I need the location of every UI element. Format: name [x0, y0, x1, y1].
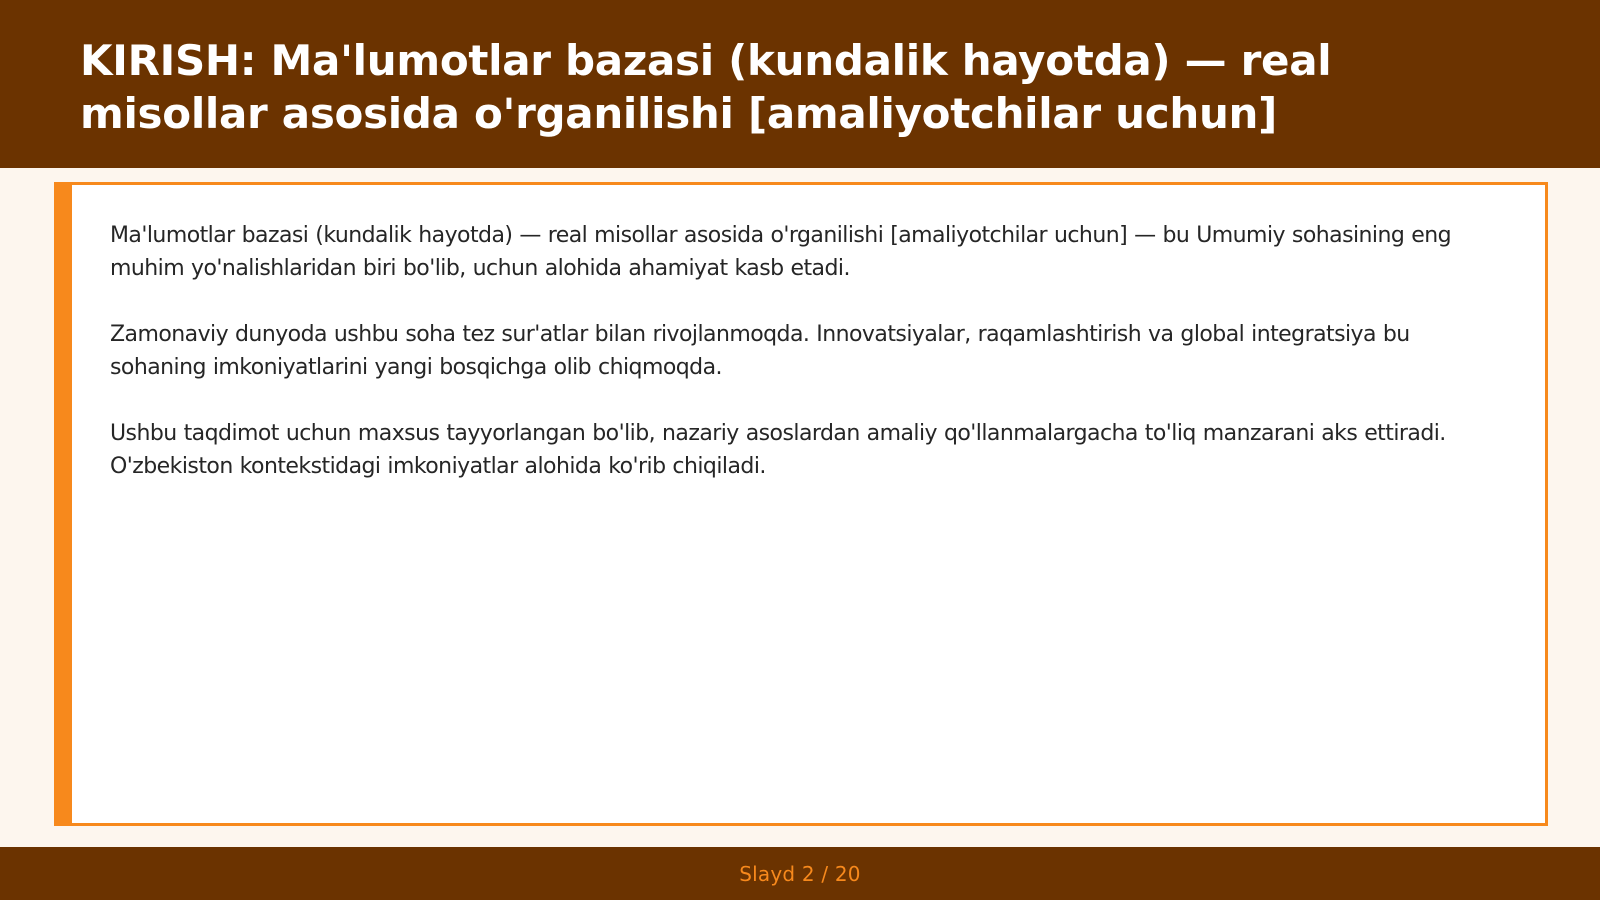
- paragraph-2: Zamonaviy dunyoda ushbu soha tez sur'atlar bilan rivojlanmoqda. Innovatsiyalar, raqamlashtirish va global integratsiya bu sohaning imkoniyatlarini yangi bosqichga olib chiqmoqda.: [110, 322, 1410, 380]
- content-card: [54, 182, 1548, 826]
- paragraph-1: Ma'lumotlar bazasi (kundalik hayotda) — real misollar asosida o'rganilishi [amaliyotchilar uchun] — bu Umumiy sohasining eng muhim yo'nalishlaridan biri bo'lib, uchun alohida ahamiyat kasb etadi.: [110, 223, 1452, 281]
- slide-counter: Slayd 2 / 20: [739, 861, 861, 886]
- slide-footer: [0, 847, 1600, 900]
- paragraph-3: Ushbu taqdimot uchun maxsus tayyorlangan bo'lib, nazariy asoslardan amaliy qo'llanmalargacha to'liq manzarani aks ettiradi. O'zbekiston kontekstidagi imkoniyatlar alohida ko'rib chiqiladi.: [110, 421, 1446, 479]
- slide-title: KIRISH: Ma'lumotlar bazasi (kundalik hayotda) — real misollar asosida o'rganilishi [amaliyotchilar uchun]: [80, 36, 1332, 138]
- slide-header: [0, 0, 1600, 168]
